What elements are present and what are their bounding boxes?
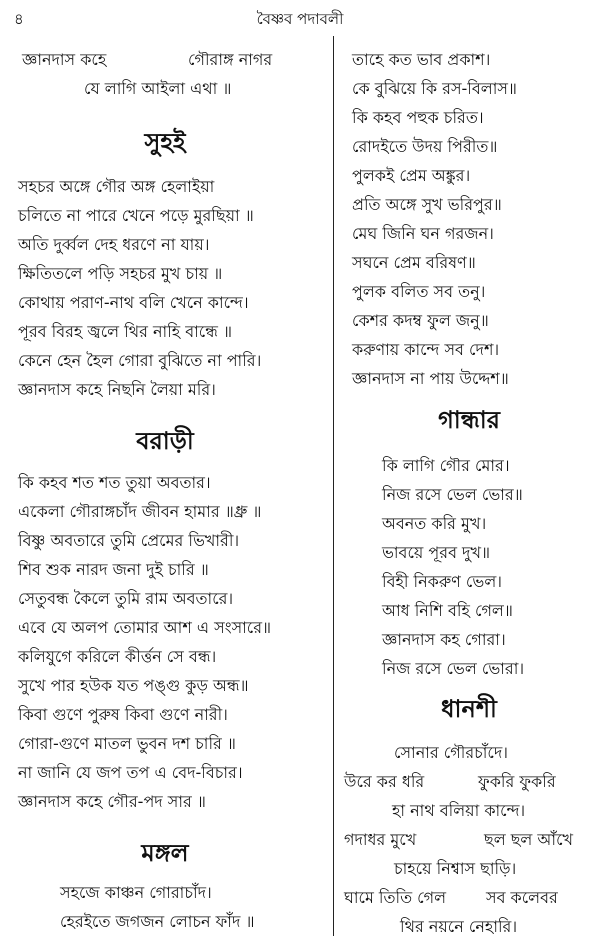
verse-line: জ্ঞানদাস কহে নিছনি লৈয়া মরি। — [18, 380, 216, 399]
verse-line: চাহয়ে নিশ্বাস ছাড়ি। — [394, 859, 517, 878]
verse-line: অবনত করি মুখ। — [382, 514, 487, 533]
verse-line: একেলা গৌরাঙ্গচাঁদ জীবন হামার ॥ধ্রু ॥ — [18, 502, 262, 521]
column-divider — [333, 36, 334, 936]
verse-line: বিহী নিকরুণ ভেল। — [382, 572, 502, 591]
verse-line: কোথায় পরাণ-নাথ বলি খেনে কান্দে। — [18, 293, 249, 312]
verse-line: কি লাগি গৌর মোর। — [382, 456, 510, 475]
section-heading-baradi: বরাড়ী — [136, 427, 194, 455]
verse-line: কে বুঝিয়ে কি রস-বিলাস॥ — [352, 79, 517, 98]
page-number: ৪ — [14, 10, 24, 28]
verse-line: হেরইতে জগজন লোচন ফাঁদ ॥ — [60, 912, 255, 931]
verse-line: ফুকরি ফুকরি — [478, 772, 556, 791]
verse-line: শিব শুক নারদ জনা দুই চারি ॥ — [18, 560, 209, 579]
verse-line: পূরব বিরহ জ্বলে থির নাহি বান্ধে ॥ — [18, 322, 233, 341]
verse-line: আধ নিশি বহি গেল॥ — [382, 601, 513, 620]
verse-line: সহজে কাঞ্চন গোরাচাঁদ। — [60, 883, 212, 902]
section-heading-mangal: মঙ্গল — [141, 839, 189, 867]
verse-line: সহচর অঙ্গে গৌর অঙ্গ হেলাইয়া — [18, 177, 215, 196]
verse-line: ছল ছল আঁখে — [484, 830, 574, 849]
verse-line: গোরা-গুণে মাতল ভুবন দশ চারি ॥ — [18, 734, 236, 753]
verse-line: পুলক বলিত সব তনু। — [352, 282, 486, 301]
verse-line: না জানি যে জপ তপ এ বেদ-বিচার। — [18, 763, 243, 782]
verse-line: পুলকই প্রেম অঙ্কুর। — [352, 166, 471, 185]
verse-line: কি কহব শত শত তুয়া অবতার। — [18, 473, 211, 492]
verse-line: নিজ রসে ভেল ভোর॥ — [382, 485, 523, 504]
verse-line: কি কহব পহুক চরিত। — [352, 108, 484, 127]
verse-line: প্রতি অঙ্গে সুখ ভরিপুর॥ — [352, 195, 502, 214]
verse-line: উরে কর ধরি — [344, 772, 425, 791]
verse-line: কলিযুগে করিলে কীর্ত্তন সে বন্ধ। — [18, 647, 217, 666]
verse-line: যে লাগি আইলা এথা ॥ — [84, 79, 232, 98]
running-head: বৈষ্ণব পদাবলী — [256, 10, 344, 28]
verse-line: কিবা গুণে পুরুষ কিবা গুণে নারী। — [18, 705, 228, 724]
verse-line: সঘনে প্রেম বরিষণ॥ — [352, 253, 476, 272]
verse-line: ভাবয়ে পূরব দুখ॥ — [382, 543, 491, 562]
verse-line: রোদইতে উদয় পিরীত॥ — [352, 137, 498, 156]
verse-line: সেতুবন্ধ কৈলে তুমি রাম অবতারে। — [18, 589, 234, 608]
verse-line: জ্ঞানদাস কহে — [22, 50, 107, 69]
verse-line: সুখে পার হউক যত পঙ্গু কুড় অন্ধ॥ — [18, 676, 249, 695]
verse-line: বিষ্ণু অবতারে তুমি প্রেমের ভিখারী। — [18, 531, 240, 550]
verse-line: গৌরাঙ্গ নাগর — [188, 50, 273, 69]
verse-line: সব কলেবর — [486, 888, 558, 907]
verse-line: ঘামে তিতি গেল — [344, 888, 447, 907]
section-heading-gandhar: গান্ধার — [438, 406, 500, 434]
section-heading-dhanashi: ধানশী — [441, 695, 497, 723]
verse-line: অতি দুর্ব্বল দেহ ধরণে না যায়। — [18, 235, 210, 254]
verse-line: চলিতে না পারে খেনে পড়ে মুরছিয়া ॥ — [18, 206, 254, 225]
section-heading-suhai: সুহই — [144, 128, 186, 156]
verse-line: মেঘ জিনি ঘন গরজন। — [352, 224, 494, 243]
verse-line: এবে যে অলপ তোমার আশ এ সংসারে॥ — [18, 618, 272, 637]
verse-line: গদাধর মুখে — [344, 830, 417, 849]
verse-line: জ্ঞানদাস কহে গৌর-পদ সার ॥ — [18, 792, 206, 811]
verse-line: নিজ রসে ভেল ভোরা। — [382, 659, 525, 678]
verse-line: কেশর কদম্ব ফুল জনু॥ — [352, 311, 489, 330]
verse-line: থির নয়নে নেহারি। — [400, 917, 518, 936]
verse-line: জ্ঞানদাস না পায় উদ্দেশ॥ — [352, 369, 509, 388]
verse-line: হা নাথ বলিয়া কান্দে। — [392, 801, 526, 820]
verse-line: সোনার গৌরচাঁদে। — [394, 743, 508, 762]
verse-line: কেনে হেন হৈল গোরা বুঝিতে না পারি। — [18, 351, 262, 370]
verse-line: জ্ঞানদাস কহ গোরা। — [382, 630, 506, 649]
verse-line: করুণায় কান্দে সব দেশ। — [352, 340, 500, 359]
verse-line: তাহে কত ভাব প্রকাশ। — [352, 50, 491, 69]
verse-line: ক্ষিতিতলে পড়ি সহচর মুখ চায় ॥ — [18, 264, 223, 283]
